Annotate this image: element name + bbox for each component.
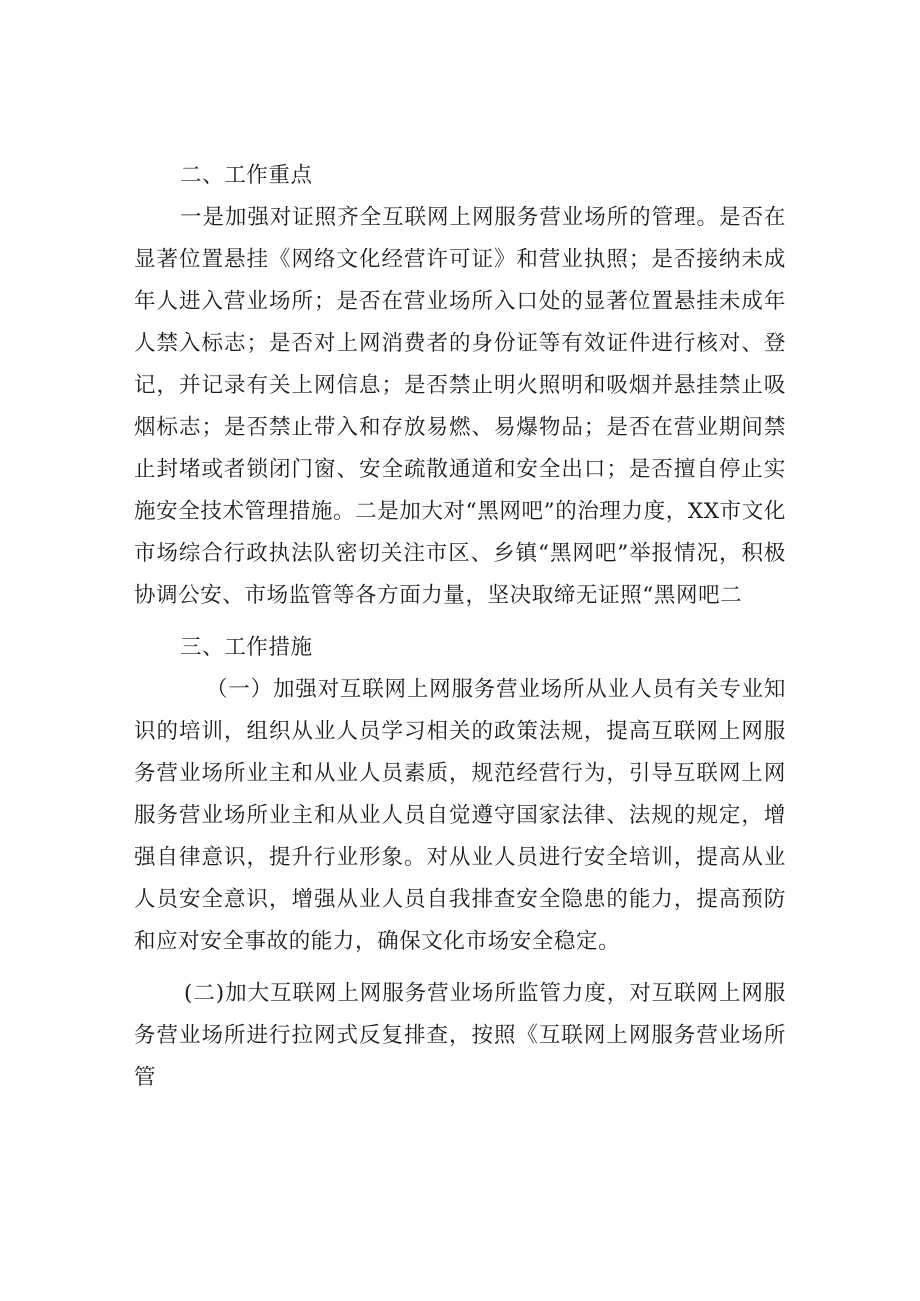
paragraph-work-focus: 一是加强对证照齐全互联网上网服务营业场所的管理。是否在显著位置悬挂《网络文化经营许可证》和营业执照；是否接纳未成年人进入营业场所；是否在营业场所入口处的显著位置悬挂未成年人禁入标志；是否对上网消费者的身份证等有效证件进行核对、登记，并记录有关上网信息；是否禁止明火照明和吸烟并悬挂禁止吸烟标志；是否禁止带入和存放易燃、易爆物品；是否在营业期间禁止封堵或者锁闭门窗、安全疏散通道和安全出口；是否擅自停止实施安全技术管理措施。二是加大对“黑网吧”的治理力度，XX市文化市场综合行政执法队密切关注市区、乡镇“黑网吧”举报情况，积极协调公安、市场监管等各方面力量，坚决取缔无证照“黑网吧二 — [134, 205, 786, 608]
section-heading-work-measures: 三、工作措施 — [180, 635, 313, 660]
paragraph-measure-1: （一）加强对互联网上网服务营业场所从业人员有关专业知识的培训，组织从业人员学习相关的政策法规，提高互联网上网服务营业场所业主和从业人员素质，规范经营行为，引导互联网上网服务营业场所业主和从业人员自觉遵守国家法律、法规的规定，增强自律意识，提升行业形象。对从业人员进行安全培训，提高从业人员安全意识，增强从业人员自我排查安全隐患的能力，提高预防和应对安全事故的能力，确保文化市场安全稳定。 — [134, 677, 786, 954]
document-body — [134, 155, 786, 1099]
section-heading-work-focus: 二、工作重点 — [180, 163, 313, 188]
paragraph-measure-2: (二)加大互联网上网服务营业场所监管力度，对互联网上网服务营业场所进行拉网式反复排查，按照《互联网上网服务营业场所管 — [134, 981, 786, 1090]
